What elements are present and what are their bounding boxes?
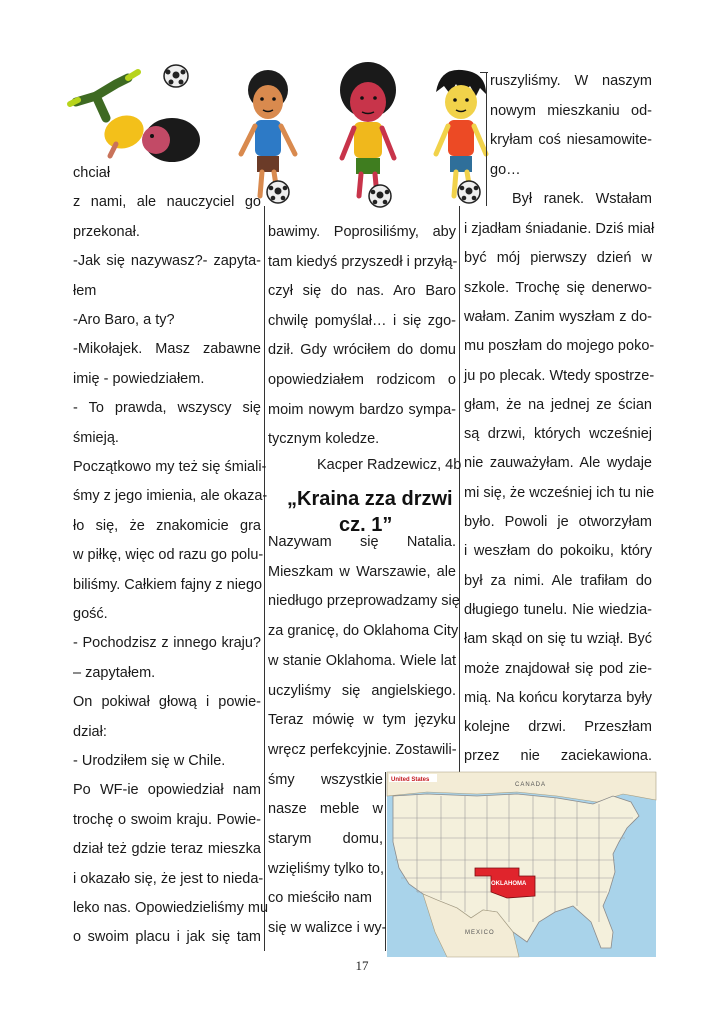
column-rule-left	[264, 206, 265, 951]
text-line: Był ranek. Wstałam	[512, 191, 652, 208]
text-line: Początkowo my też się śmiali-	[73, 459, 267, 475]
text-line: śmy wszystkie	[268, 771, 383, 788]
map-title: United States	[391, 777, 430, 783]
text-line: z nami, ale nauczyciel go	[73, 194, 261, 211]
kid-figure	[328, 62, 408, 202]
text-line: przez nie zaciekawiona.	[464, 748, 652, 765]
text-line: - Urodziłem się w Chile.	[73, 753, 226, 769]
text-line: starym domu,	[268, 831, 383, 847]
text-line: kolejne drzwi. Przeszłam	[464, 719, 652, 736]
text-line: i okazało się, że jest to nieda-	[73, 870, 264, 887]
soccer-ball-icon	[368, 184, 392, 208]
text-line: mi się, że wcześniej ich tu nie	[464, 484, 655, 501]
column-rule-right	[459, 206, 460, 772]
text-line: ju po plecak. Wtedy spostrze-	[464, 367, 655, 384]
text-line: bawimy. Poprosiliśmy, aby	[268, 224, 456, 240]
text-line: szkole. Trochę się denerwo-	[464, 279, 652, 296]
text-line: głam, że na jednej ze ścian	[464, 396, 652, 413]
text-line: przekonał.	[73, 223, 140, 240]
story-title: „Kraina zza drzwi	[287, 488, 453, 510]
soccer-ball-icon	[266, 180, 290, 204]
text-line: łem	[73, 282, 97, 299]
text-line: – zapytałem.	[73, 664, 156, 681]
text-line: leko nas. Opowiedzieliśmy mu	[73, 900, 269, 916]
map-label-canada: CANADA	[515, 782, 547, 788]
column-rule-top	[486, 72, 487, 206]
text-line: i zjadłam śniadanie. Dziś miał	[464, 221, 655, 237]
soccer-ball-icon	[457, 180, 481, 204]
text-line: długiego tunelu. Nie wiedzia-	[464, 601, 652, 618]
text-line: mu poszłam do mojego poko-	[464, 338, 655, 355]
text-line: nowym mieszkaniu od-	[490, 102, 652, 119]
text-line: chwilę pomyślał… i się zgo-	[268, 312, 456, 329]
text-line: go…	[490, 161, 521, 178]
text-line: - Pochodzisz z innego kraju?	[73, 635, 261, 652]
text-line: uczyliśmy się angielskiego.	[268, 682, 456, 699]
author-signature: Kacper Radzewicz, 4b	[317, 457, 462, 473]
story-title-part: cz. 1”	[339, 514, 393, 536]
text-line: wałam. Zanim wyszłam z do-	[464, 308, 652, 325]
text-line: niedługo przeprowadzamy się	[268, 593, 460, 610]
text-line: Teraz mówię w tym języku	[268, 712, 456, 729]
text-line: gość.	[73, 606, 108, 622]
text-line: dział:	[73, 723, 107, 740]
text-line: śmieją.	[73, 429, 119, 446]
text-line: dził. Gdy wróciłem do domu	[268, 342, 456, 359]
page-number: 17	[355, 958, 369, 973]
text-line: było. Powoli je otworzyłam	[464, 514, 652, 530]
text-line: się w walizce i wy-	[268, 920, 387, 937]
text-line: -Aro Baro, a ty?	[73, 312, 175, 328]
text-line: być mój pierwszy dzień w	[464, 250, 652, 267]
text-line: łam skąd on się tu wziął. Być	[464, 631, 652, 648]
text-line: za granicę, do Oklahoma City	[268, 623, 459, 640]
text-line: opowiedziałem rodzicom o	[268, 372, 456, 388]
text-line: imię - powiedziałem.	[73, 370, 205, 387]
text-line: w piłkę, więc od razu go polu-	[73, 547, 264, 564]
text-line: ło się, że znakomicie gra	[73, 517, 261, 534]
soccer-ball-icon	[163, 64, 189, 88]
column-rule-top-cap	[480, 72, 488, 73]
text-line: co mieściło nam	[268, 890, 372, 907]
text-line: nasze meble w	[268, 801, 383, 818]
text-line: o swoim placu i jak się tam	[73, 929, 261, 946]
text-line: dział też gdzie teraz mieszka	[73, 841, 261, 858]
text-line: Po WF-ie opowiedział nam	[73, 782, 261, 799]
text-line: są drzwi, których wcześniej	[464, 426, 652, 443]
text-line: wzięliśmy tylko to,	[268, 860, 385, 877]
text-line: kryłam coś niesamowite-	[490, 132, 652, 149]
text-line: tycznym koledze.	[268, 431, 380, 448]
text-line: w stanie Oklahoma. Wiele lat	[268, 652, 456, 669]
text-line: ruszyliśmy. W naszym	[490, 73, 652, 89]
text-line: czył się do nas. Aro Baro	[268, 283, 456, 300]
text-line: śmy z jego imienia, ale okaza-	[73, 488, 268, 505]
us-map	[387, 772, 656, 957]
text-line: biliśmy. Całkiem fajny z niego	[73, 576, 263, 593]
text-line: On pokiwał głową i powie-	[73, 694, 261, 711]
text-line: i weszłam do pokoiku, który	[464, 543, 652, 560]
text-line: -Jak się nazywasz?- zapyta-	[73, 253, 261, 270]
map-label-oklahoma: OKLAHOMA	[491, 881, 527, 887]
text-line: -Mikołajek. Masz zabawne	[73, 341, 261, 358]
text-line: trochę o swoim kraju. Powie-	[73, 811, 261, 828]
text-line: był za nimi. Ale trafiłam do	[464, 572, 652, 589]
text-line: mią. Na końcu korytarza były	[464, 689, 652, 706]
text-line: Nazywam się Natalia.	[268, 534, 456, 550]
text-line: - To prawda, wszyscy się	[73, 400, 261, 417]
text-line: może znajdował się pod zie-	[464, 660, 652, 677]
text-line: Mieszkam w Warszawie, ale	[268, 563, 456, 580]
text-line: chciał	[73, 165, 111, 181]
text-line: wręcz perfekcyjnie. Zostawili-	[268, 741, 457, 758]
text-line: moim nowym bardzo sympa-	[268, 401, 456, 418]
text-line: nie zauważyłam. Ale wydaje	[464, 455, 652, 472]
text-line: tam kiedyś przyszedł i przyłą-	[268, 253, 458, 270]
map-label-mexico: MEXICO	[465, 930, 495, 936]
